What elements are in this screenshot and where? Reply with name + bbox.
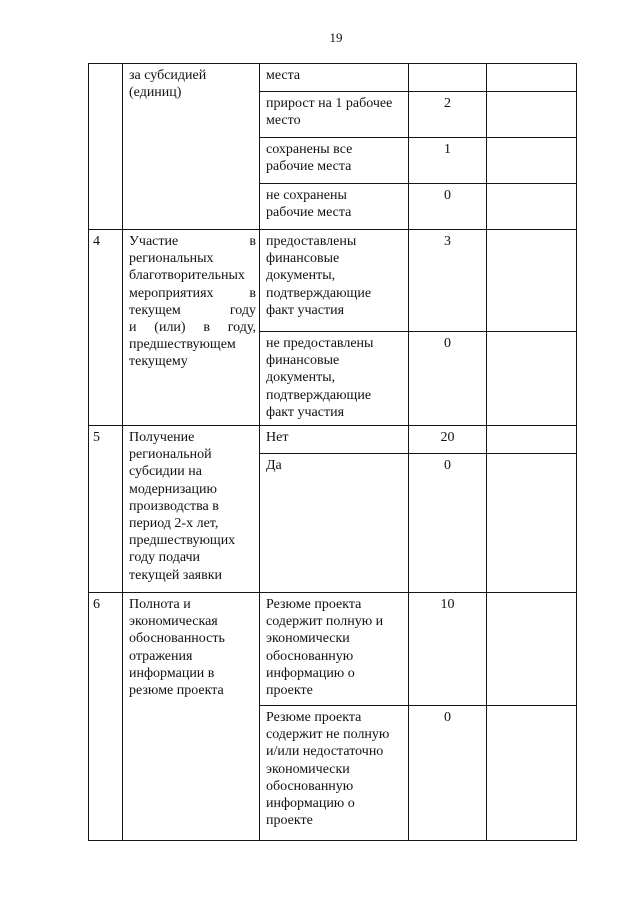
empty-cell xyxy=(487,230,577,332)
table-row xyxy=(89,426,577,454)
option-cell: Резюме проекта содержит полную и экономически обоснованную информацию о проекте xyxy=(260,593,409,706)
option-cell: Резюме проекта содержит не полную и/или недостаточно экономически обоснованную информацию о проекте xyxy=(260,706,409,841)
table-row xyxy=(89,64,577,92)
empty-cell xyxy=(487,426,577,454)
points-cell xyxy=(409,64,487,92)
empty-cell xyxy=(487,706,577,841)
criterion-cell: Получение региональной субсидии на модернизацию производства в период 2-х лет, предшествующих году подачи текущей заявки xyxy=(123,426,260,593)
criteria-table xyxy=(88,63,577,841)
table-row xyxy=(89,593,577,706)
points-cell: 2 xyxy=(409,92,487,138)
empty-cell xyxy=(487,593,577,706)
empty-cell xyxy=(487,138,577,184)
row-number-cell: 4 xyxy=(89,230,123,426)
option-cell: не предоставлены финансовые документы, подтверждающие факт участия xyxy=(260,332,409,426)
empty-cell xyxy=(487,64,577,92)
empty-cell xyxy=(487,92,577,138)
points-cell: 10 xyxy=(409,593,487,706)
option-cell: предоставлены финансовые документы, подтверждающие факт участия xyxy=(260,230,409,332)
points-cell: 0 xyxy=(409,184,487,230)
option-cell: не сохранены рабочие места xyxy=(260,184,409,230)
option-cell: Нет xyxy=(260,426,409,454)
empty-cell xyxy=(487,332,577,426)
points-cell: 0 xyxy=(409,454,487,593)
points-cell: 1 xyxy=(409,138,487,184)
page-number: 19 xyxy=(329,30,343,45)
row-number-cell: 5 xyxy=(89,426,123,593)
row-number-cell xyxy=(89,64,123,230)
option-cell: места xyxy=(260,64,409,92)
points-cell: 20 xyxy=(409,426,487,454)
points-cell: 0 xyxy=(409,706,487,841)
option-cell: сохранены все рабочие места xyxy=(260,138,409,184)
criterion-cell: за субсидией (единиц) xyxy=(123,64,260,230)
option-cell: Да xyxy=(260,454,409,593)
criterion-cell: Полнота и экономическая обоснованность отражения информации в резюме проекта xyxy=(123,593,260,841)
criterion-cell: Участие в региональных благотворительных мероприятиях в текущем году и (или) в году, предшествующем текущему xyxy=(123,230,260,426)
points-cell: 0 xyxy=(409,332,487,426)
empty-cell xyxy=(487,454,577,593)
empty-cell xyxy=(487,184,577,230)
option-cell: прирост на 1 рабочее место xyxy=(260,92,409,138)
points-cell: 3 xyxy=(409,230,487,332)
table-row xyxy=(89,230,577,332)
row-number-cell: 6 xyxy=(89,593,123,841)
